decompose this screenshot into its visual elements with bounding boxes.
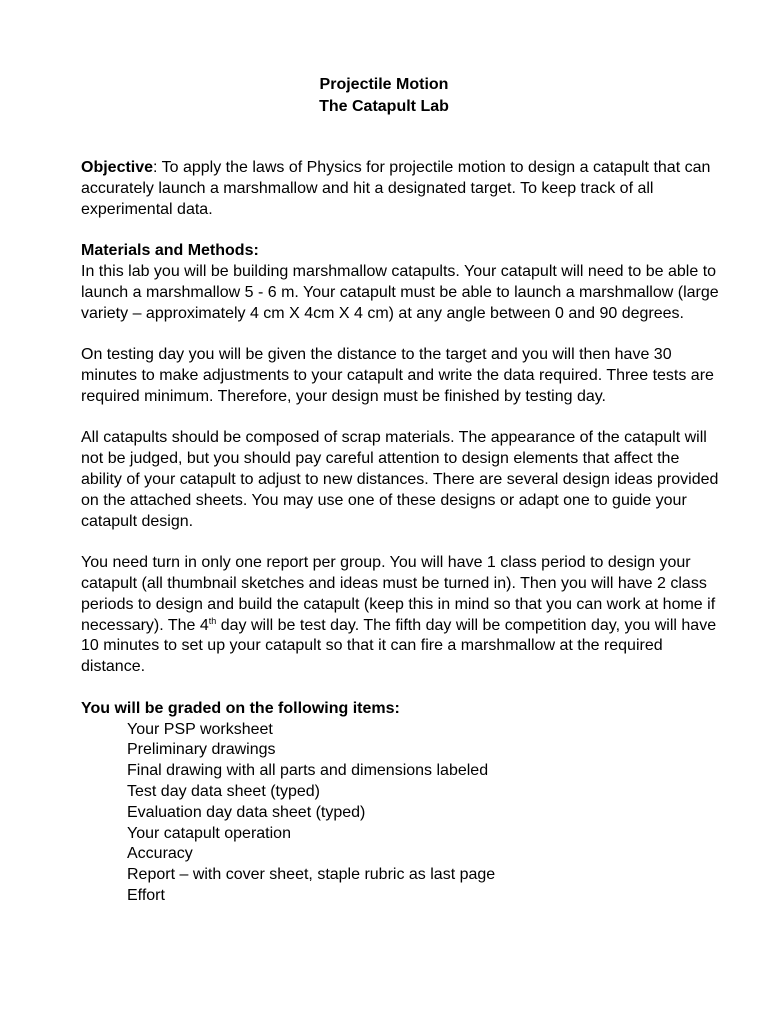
document-subtitle: The Catapult Lab xyxy=(319,98,449,115)
materials-paragraph-2: On testing day you will be given the distance to the target and you will then have 30 minutes to make adjustments to your catapult and write the data required. Three tests are required minimum. Therefore, your design must be finished by testing day. xyxy=(81,346,714,405)
grading-heading: You will be graded on the following items: xyxy=(81,699,400,717)
materials-paragraph-3: All catapults should be composed of scrap materials. The appearance of the catapult will not be judged, but you should pay careful attention to design elements that affect the ability of your catapult to adjust to new distances. There are several design ideas provided on the attached sheets. You may use one of these designs or adapt one to guide your catapult design. xyxy=(81,429,719,530)
objective-paragraph xyxy=(81,158,721,220)
list-item: Accuracy xyxy=(127,845,193,863)
list-item: Final drawing with all parts and dimensions labeled xyxy=(127,762,489,780)
document-title: Projectile Motion xyxy=(319,76,449,93)
title-block xyxy=(0,74,768,118)
objective-label: Objective xyxy=(81,159,154,176)
paragraph-4-text-a: You need turn in only one report per group. You will have 1 class period to design your catapult (all thumbnail sketches and ideas must be turned in). Then you will have 2 class periods to design and build the catapult (keep this in mind so that you can work at home if necessary). The 4 xyxy=(81,554,716,634)
list-item: Preliminary drawings xyxy=(127,741,276,759)
list-item: Evaluation day data sheet (typed) xyxy=(127,803,366,821)
materials-section xyxy=(81,241,721,324)
materials-paragraph-4 xyxy=(81,553,721,678)
document-body xyxy=(81,158,721,907)
materials-heading: Materials and Methods: xyxy=(81,242,259,260)
objective-text: : To apply the laws of Physics for projectile motion to design a catapult that can accurately launch a marshmallow and hit a designated target. To keep track of all experimental data. xyxy=(81,159,711,218)
materials-paragraph-1: In this lab you will be building marshmallow catapults. Your catapult will need to be able to launch a marshmallow 5 - 6 m. Your catapult must be able to launch a marshmallow (large variety – approximately 4 cm X 4cm X 4 cm) at any angle between 0 and 90 degrees. xyxy=(81,262,719,322)
list-item: Report – with cover sheet, staple rubric as last page xyxy=(127,866,496,884)
grading-list xyxy=(81,720,721,907)
list-item: Your PSP worksheet xyxy=(127,720,273,738)
list-item: Effort xyxy=(127,886,165,904)
ordinal-superscript: th xyxy=(208,615,217,626)
grading-section xyxy=(81,699,721,907)
list-item: Test day data sheet (typed) xyxy=(127,782,320,800)
list-item: Your catapult operation xyxy=(127,824,291,842)
paragraph-4-text-b: day will be test day. The fifth day will be competition day, you will have 10 minutes to set up your catapult so that it can fire a marshmallow at the required distance. xyxy=(81,616,717,676)
